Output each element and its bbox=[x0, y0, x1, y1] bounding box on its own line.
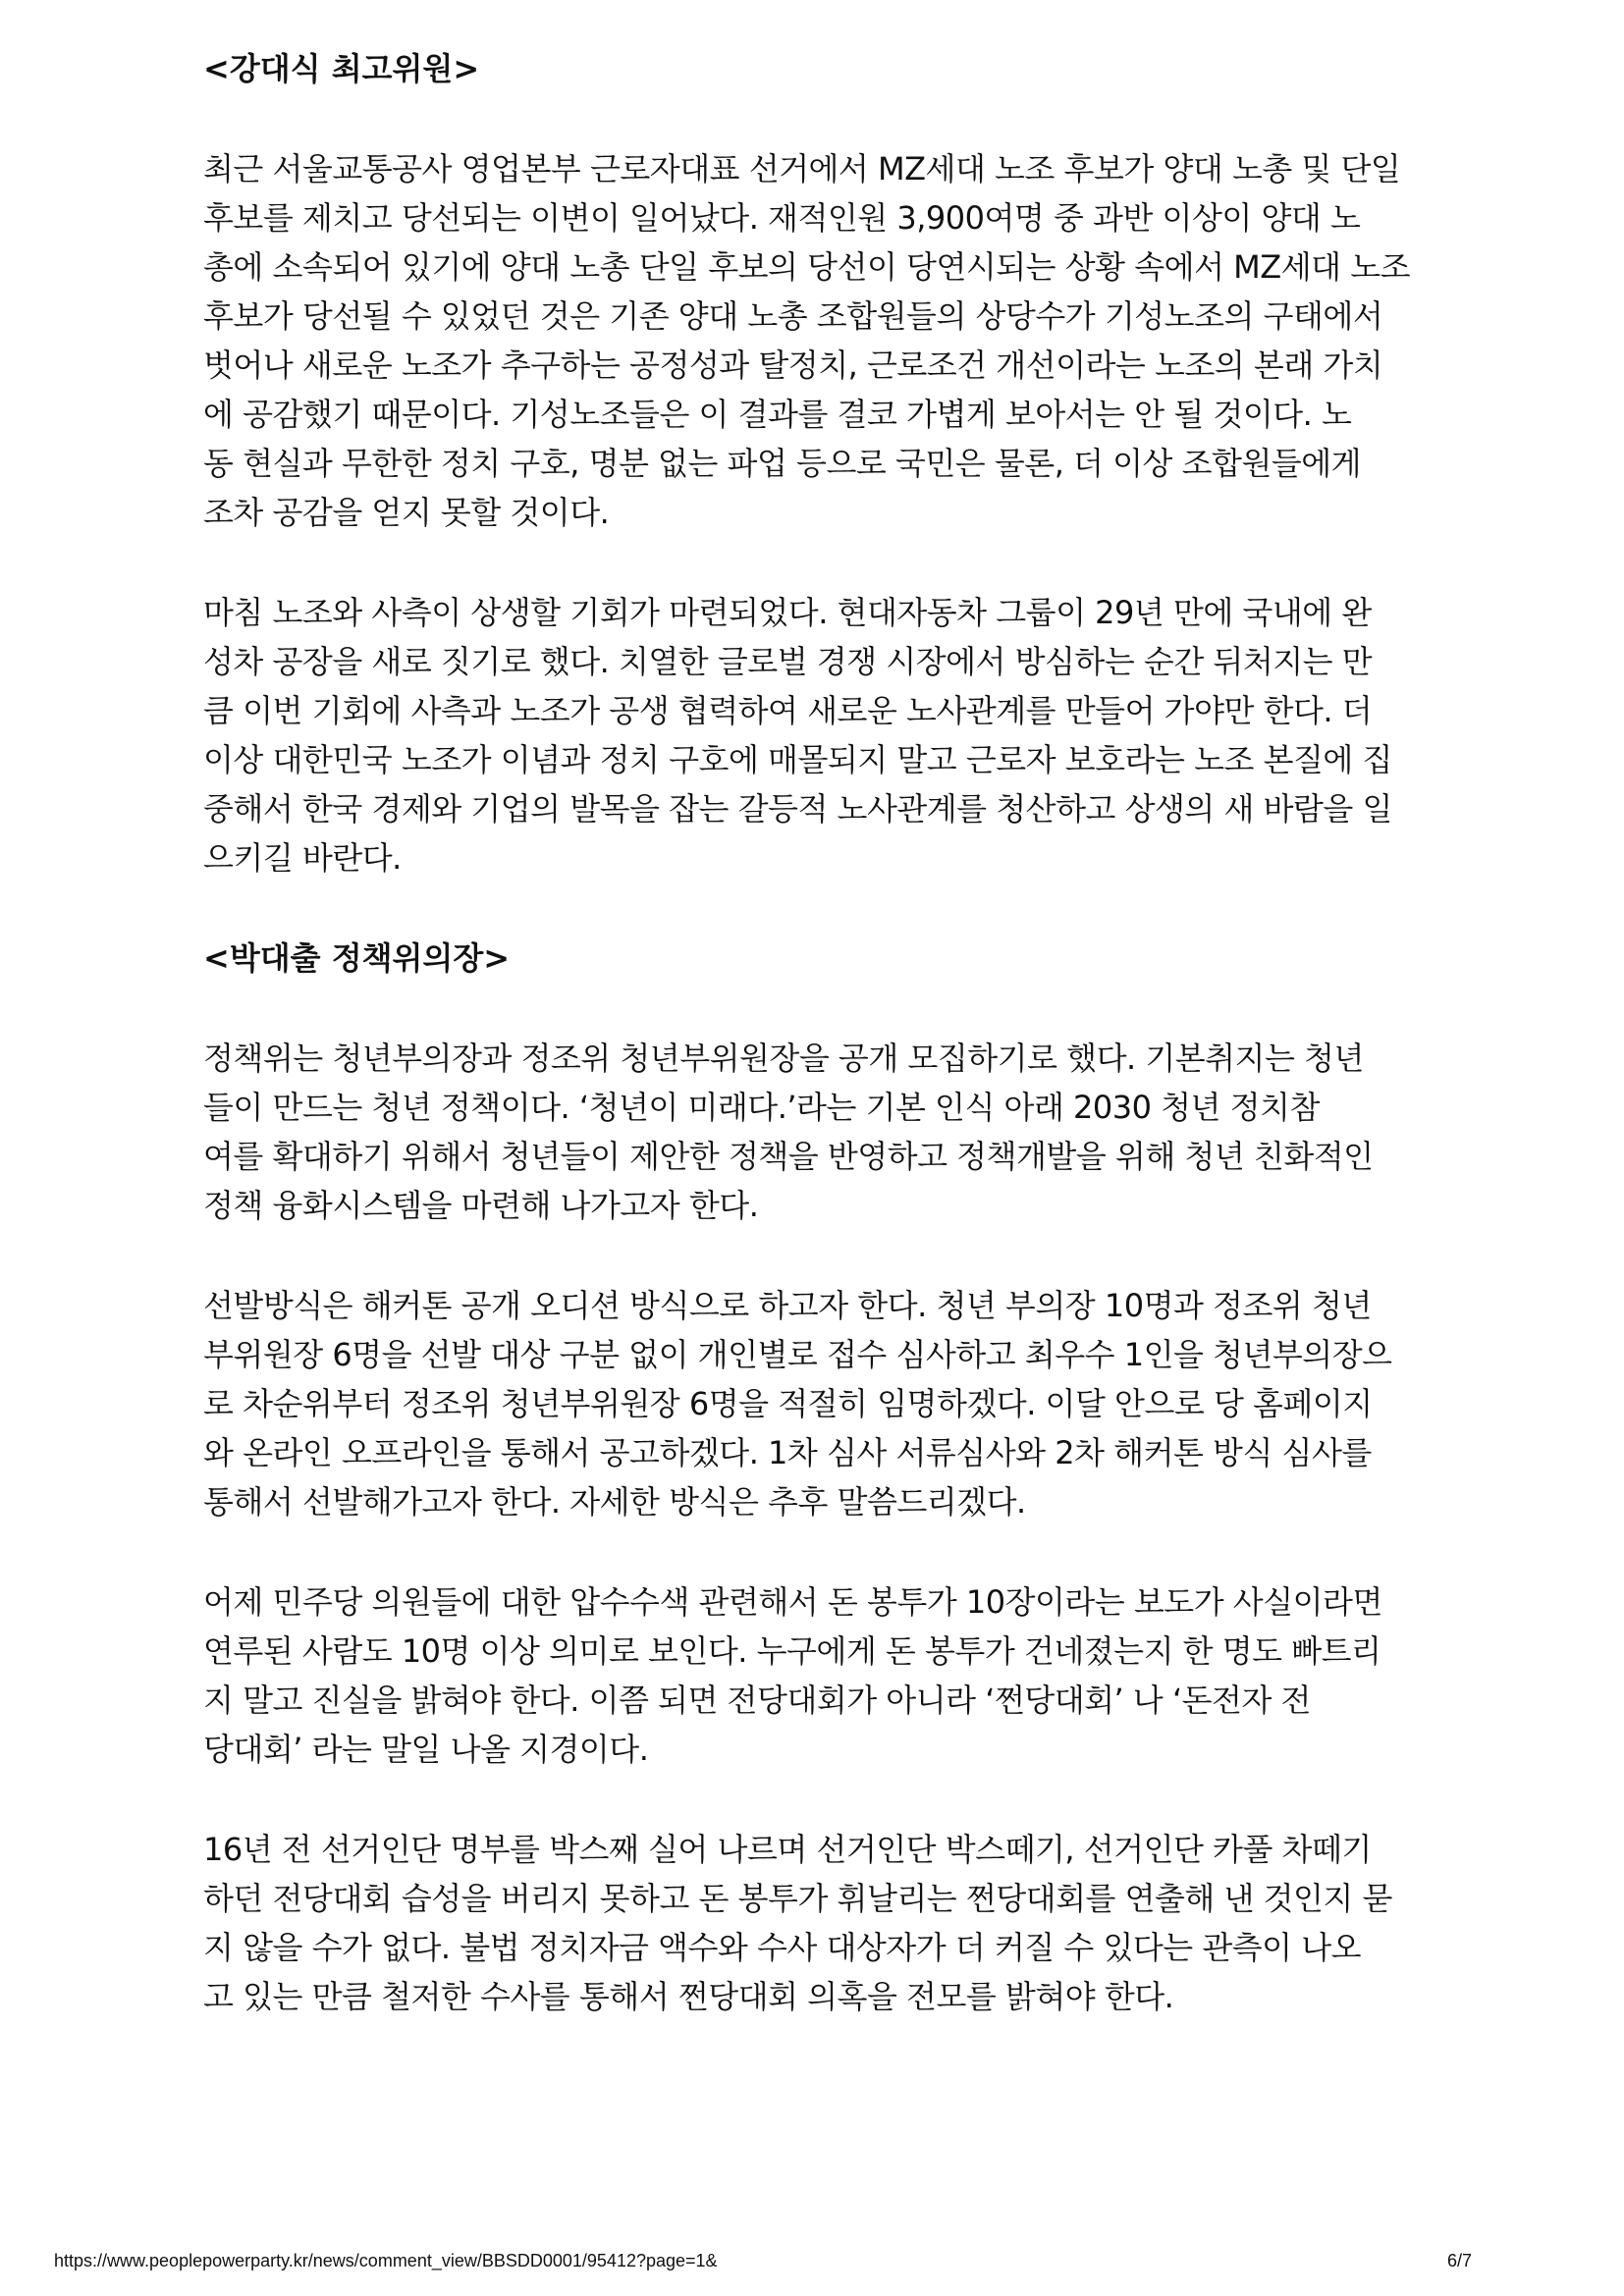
text-line: 지 말고 진실을 밝혀야 한다. 이쯤 되면 전당대회가 아니라 ‘쩐당대회’ 나 ‘돈전자 전 bbox=[203, 1682, 1311, 1719]
text-line: 총에 소속되어 있기에 양대 노총 단일 후보의 당선이 당연시되는 상황 속에서 MZ세대 노조 bbox=[203, 248, 1411, 286]
text-line: 어제 민주당 의원들에 대한 압수수색 관련해서 돈 봉투가 10장이라는 보도가 사실이라면 bbox=[203, 1583, 1382, 1621]
text-line: 통해서 선발해가고자 한다. 자세한 방식은 추후 말씀드리겠다. bbox=[203, 1483, 1026, 1521]
section-heading: <박대출 정책위의장> bbox=[203, 939, 511, 977]
text-line: 큼 이번 기회에 사측과 노조가 공생 협력하여 새로운 노사관계를 만들어 가야만 한다. 더 bbox=[203, 692, 1373, 729]
source-url[interactable]: https://www.peoplepowerparty.kr/news/comment_view/BBSDD0001/95412?page=1& bbox=[54, 2251, 718, 2270]
text-line: 마침 노조와 사측이 상생할 기회가 마련되었다. 현대자동차 그룹이 29년 만에 국내에 완 bbox=[203, 594, 1372, 631]
text-line: 부위원장 6명을 선발 대상 구분 없이 개인별로 접수 심사하고 최우수 1인을 청년부의장으 bbox=[203, 1336, 1392, 1373]
text-line: 정책 융화시스템을 마련해 나가고자 한다. bbox=[203, 1187, 759, 1224]
text-line: 고 있는 만큼 철저한 수사를 통해서 쩐당대회 의혹을 전모를 밝혀야 한다. bbox=[203, 1978, 1174, 2015]
text-line: 이상 대한민국 노조가 이념과 정치 구호에 매몰되지 말고 근로자 보호라는 노조 본질에 집 bbox=[203, 741, 1392, 778]
text-line: 후보가 당선될 수 있었던 것은 기존 양대 노총 조합원들의 상당수가 기성노조의 구태에서 bbox=[203, 297, 1383, 335]
text-line: 하던 전당대회 습성을 버리지 못하고 돈 봉투가 휘날리는 쩐당대회를 연출해 낸 것인지 묻 bbox=[203, 1880, 1392, 1917]
text-line: 지 않을 수가 없다. 불법 정치자금 액수와 수사 대상자가 더 커질 수 있다는 관측이 나오 bbox=[203, 1929, 1362, 1966]
page-number: 6/7 bbox=[1446, 2251, 1472, 2270]
text-line: 성차 공장을 새로 짓기로 했다. 치열한 글로벌 경쟁 시장에서 방심하는 순간 뒤처지는 만 bbox=[203, 643, 1373, 680]
paragraph bbox=[203, 1034, 1431, 1230]
text-line: 중해서 한국 경제와 기업의 발목을 잡는 갈등적 노사관계를 청산하고 상생의 새 바람을 일 bbox=[203, 790, 1392, 828]
text-line: 정책위는 청년부의장과 정조위 청년부위원장을 공개 모집하기로 했다. 기본취지는 청년 bbox=[203, 1040, 1364, 1077]
text-line: 와 온라인 오프라인을 통해서 공고하겠다. 1차 심사 서류심사와 2차 해커톤 방식 심사를 bbox=[203, 1434, 1372, 1471]
text-line: 로 차순위부터 정조위 청년부위원장 6명을 적절히 임명하겠다. 이달 안으로 당 홈페이지 bbox=[203, 1385, 1373, 1422]
text-line: 후보를 제치고 당선되는 이변이 일어났다. 재적인원 3,900여명 중 과반 이상이 양대 노 bbox=[203, 199, 1361, 237]
text-line: 벗어나 새로운 노조가 추구하는 공정성과 탈정치, 근로조건 개선이라는 노조의 본래 가치 bbox=[203, 347, 1383, 384]
text-line: 여를 확대하기 위해서 청년들이 제안한 정책을 반영하고 정책개발을 위해 청년 친화적인 bbox=[203, 1138, 1374, 1175]
document-body bbox=[203, 44, 1440, 2072]
text-line: 연루된 사람도 10명 이상 의미로 보인다. 누구에게 돈 봉투가 건네졌는지 한 명도 빠트리 bbox=[203, 1632, 1381, 1670]
text-line: 선발방식은 해커톤 공개 오디션 방식으로 하고자 한다. 청년 부의장 10명과 정조위 청년 bbox=[203, 1287, 1372, 1324]
text-line: 에 공감했기 때문이다. 기성노조들은 이 결과를 결코 가볍게 보아서는 안 될 것이다. 노 bbox=[203, 396, 1352, 433]
text-line: 으키길 바란다. bbox=[203, 839, 402, 877]
text-line: 조차 공감을 얻지 못할 것이다. bbox=[203, 494, 610, 531]
section-kang-daesik bbox=[203, 44, 1440, 882]
paragraph bbox=[203, 588, 1431, 882]
text-line: 동 현실과 무한한 정치 구호, 명분 없는 파업 등으로 국민은 물론, 더 이상 조합원들에게 bbox=[203, 445, 1362, 482]
section-heading: <강대식 최고위원> bbox=[203, 50, 480, 87]
text-line: 16년 전 선거인단 명부를 박스째 실어 나르며 선거인단 박스떼기, 선거인단 카풀 차떼기 bbox=[203, 1831, 1372, 1868]
section-park-daechul bbox=[203, 934, 1440, 2021]
paragraph bbox=[203, 1281, 1431, 1526]
paragraph bbox=[203, 1825, 1431, 2021]
text-line: 최근 서울교통공사 영업본부 근로자대표 선거에서 MZ세대 노조 후보가 양대 노총 및 단일 bbox=[203, 150, 1401, 187]
text-line: 당대회’ 라는 말일 나올 지경이다. bbox=[203, 1731, 649, 1768]
paragraph bbox=[203, 1577, 1431, 1774]
paragraph bbox=[203, 144, 1431, 537]
text-line: 들이 만드는 청년 정책이다. ‘청년이 미래다.’라는 기본 인식 아래 2030 청년 정치참 bbox=[203, 1089, 1320, 1126]
